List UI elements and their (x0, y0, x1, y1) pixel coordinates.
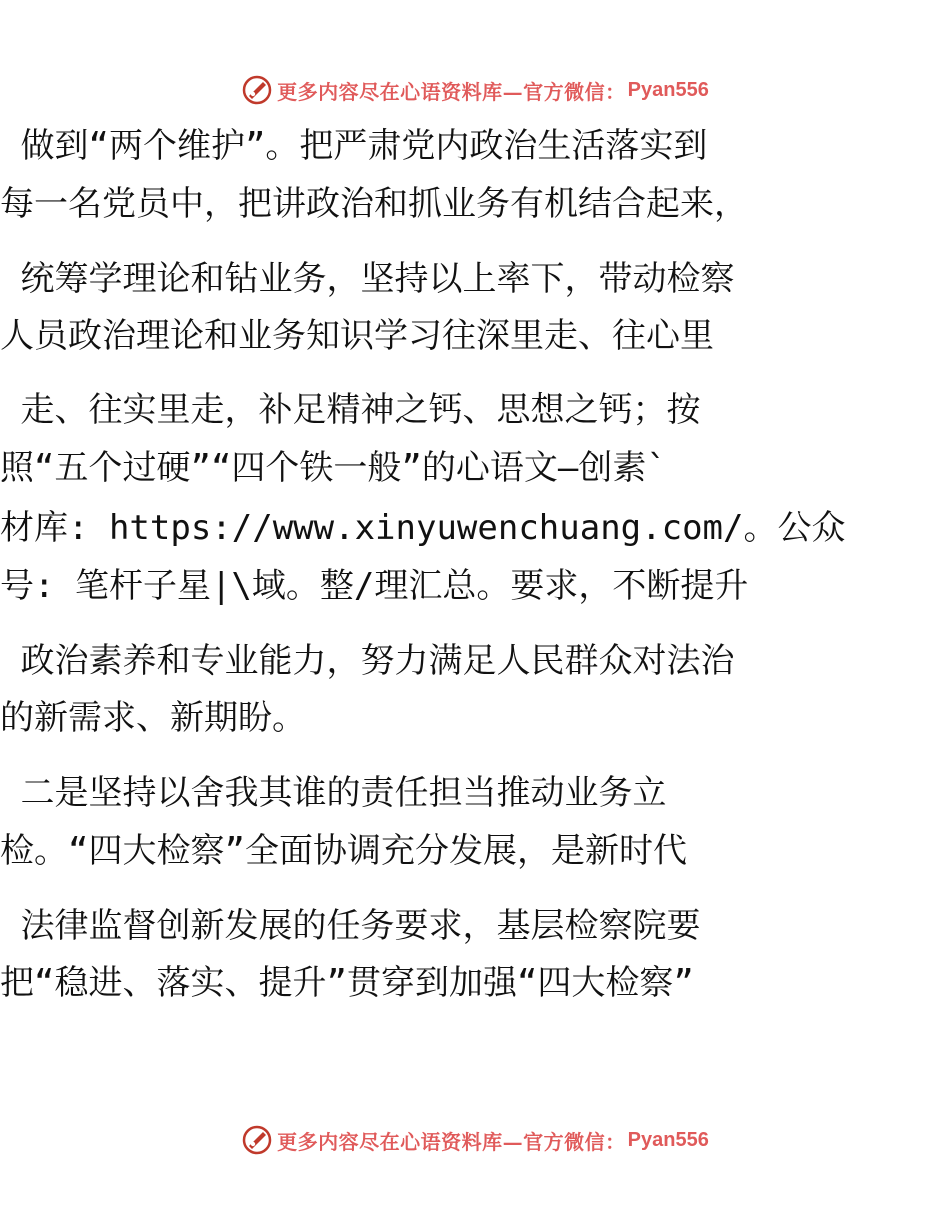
body-line: 检。“四大检察”全面协调充分发展，是新时代 (0, 831, 687, 871)
body-line: 把“稳进、落实、提升”贯穿到加强“四大检察” (0, 963, 694, 1003)
watermark-wechat-id: Pyan556 (627, 1128, 709, 1151)
body-line: 法律监督创新发展的任务要求，基层检察院要 (0, 906, 701, 946)
body-line: 二是坚持以舍我其谁的责任担当推动业务立 (0, 773, 667, 813)
watermark-banner-bottom (0, 1122, 950, 1158)
body-line: 材库: https://www.xinyuwenchuang.com/。公众 (0, 508, 846, 548)
watermark-text: 更多内容尽在心语资料库—官方微信： (277, 1129, 626, 1154)
pen-logo-icon (241, 1124, 273, 1156)
body-line: 每一名党员中，把讲政治和抓业务有机结合起来， (0, 184, 748, 224)
body-line: 做到“两个维护”。把严肃党内政治生活落实到 (0, 126, 708, 166)
watermark-banner-top (0, 72, 950, 108)
pen-logo-icon (241, 74, 273, 106)
body-line: 走、往实里走，补足精神之钙、思想之钙；按 (0, 390, 701, 430)
body-line: 政治素养和专业能力，努力满足人民群众对法治 (0, 641, 735, 681)
watermark-text: 更多内容尽在心语资料库—官方微信： (277, 79, 626, 104)
body-line: 人员政治理论和业务知识学习往深里走、往心里 (0, 316, 714, 356)
body-line: 统筹学理论和钻业务，坚持以上率下，带动检察 (0, 259, 735, 299)
body-line: 号: 笔杆子星|\域。整/理汇总。要求，不断提升 (0, 566, 749, 606)
body-line: 的新需求、新期盼。 (0, 698, 306, 738)
body-line: 照“五个过硬”“四个铁一般”的心语文—创素` (0, 448, 667, 488)
watermark-wechat-id: Pyan556 (627, 78, 709, 101)
